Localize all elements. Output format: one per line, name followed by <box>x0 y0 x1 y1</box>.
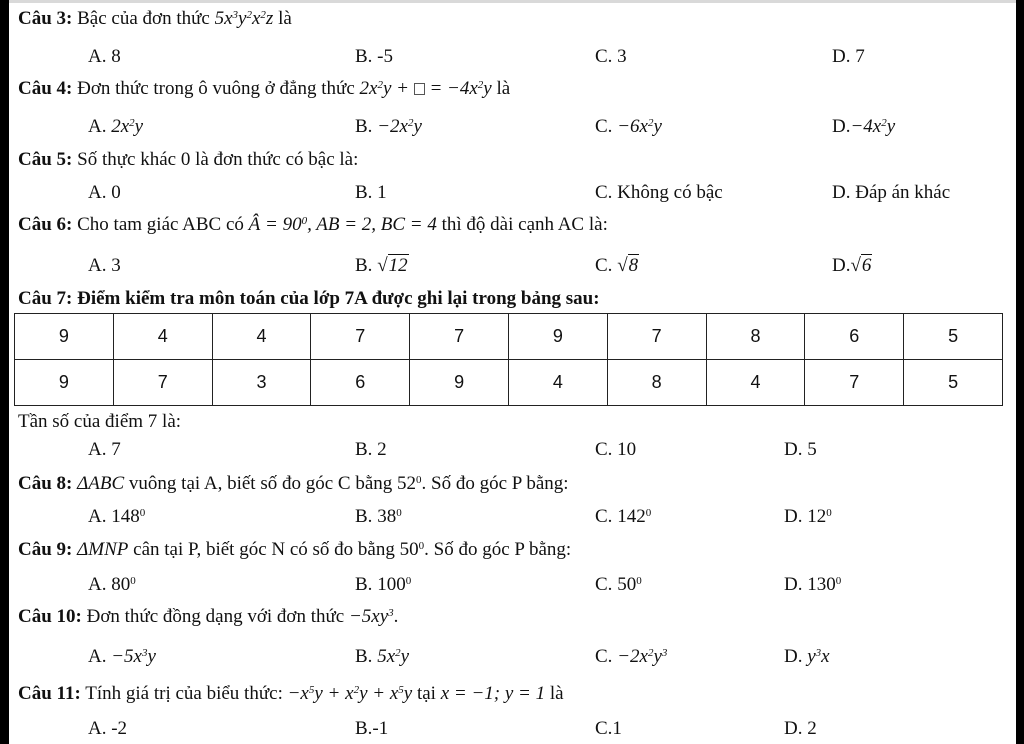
empty-box-icon <box>414 83 425 95</box>
question-9-end: . Số đo góc P bằng: <box>424 539 572 560</box>
question-11-expression: $-x^5y + x^2y + x^5y$ <box>287 683 413 704</box>
table-cell: 5 <box>904 360 1003 406</box>
q3-option-a[interactable]: A. 8 <box>88 46 121 67</box>
q9-option-d[interactable]: D. $130^0$ <box>784 574 842 595</box>
question-9-text: cân tại P, biết góc N có số đo bằng <box>133 539 395 560</box>
q4-option-c[interactable]: C. $-6x^2y$ <box>595 116 662 137</box>
question-5 <box>18 149 358 171</box>
q6-option-a[interactable]: A. 3 <box>88 255 121 276</box>
right-frame-border <box>1016 0 1024 744</box>
table-cell: 7 <box>805 360 904 406</box>
question-6 <box>18 214 608 236</box>
q8-option-c[interactable]: C. $142^0$ <box>595 506 652 527</box>
q10-option-a[interactable]: A. $-5x^3y$ <box>88 646 156 667</box>
question-10: Câu 10: Đơn thức đồng dạng với đơn thức $-5xy^3$. <box>18 606 399 627</box>
question-10-label: Câu 10: <box>18 606 82 627</box>
q9-option-c[interactable]: C. $50^0$ <box>595 574 642 595</box>
table-cell: 7 <box>113 360 212 406</box>
table-cell: 6 <box>311 360 410 406</box>
q4-option-d[interactable]: $D.-4x^2y$ <box>832 116 896 137</box>
question-11-text: Tính giá trị của biểu thức: <box>85 683 283 704</box>
q7-option-c[interactable]: C. 10 <box>595 439 637 460</box>
q8-option-d[interactable]: D. $12^0$ <box>784 506 832 527</box>
question-9: Câu 9: ΔMNP cân tại P, biết góc N có số đo bằng $50^0$. Số đo góc P bằng: <box>18 539 572 560</box>
question-3-label: Câu 3: <box>18 8 73 29</box>
q9-option-a[interactable]: A. $80^0$ <box>88 574 136 595</box>
q10-option-d[interactable]: D. $y^3x$ <box>784 646 830 667</box>
q7-option-a[interactable]: A. 7 <box>88 439 121 460</box>
question-4 <box>18 78 510 100</box>
question-7-options <box>14 439 1009 463</box>
question-4-options <box>14 116 1009 140</box>
question-8-options <box>14 506 1009 530</box>
q9-option-b[interactable]: B. $100^0$ <box>355 574 412 595</box>
table-cell: 6 <box>805 314 904 360</box>
question-8-text: vuông tại A, biết số đo góc C bằng <box>128 473 393 494</box>
question-7-followup <box>18 411 181 433</box>
triangle-mnp: ΔMNP <box>77 539 129 560</box>
question-6-end: thì độ dài cạnh AC là: <box>441 214 608 235</box>
question-3-options <box>14 46 1009 70</box>
question-10-options <box>14 646 1009 670</box>
table-cell: 9 <box>410 360 509 406</box>
table-cell: 7 <box>410 314 509 360</box>
sqrt-symbol: √12 <box>377 255 408 276</box>
question-4-label: Câu 4: <box>18 78 73 99</box>
question-11-label: Câu 11: <box>18 683 81 704</box>
table-cell: 8 <box>607 360 706 406</box>
question-11-options <box>14 718 1009 742</box>
q5-option-b[interactable]: B. 1 <box>355 182 387 203</box>
question-9-label: Câu 9: <box>18 539 73 560</box>
question-3-expression: $5x^3y^2x^2z$ <box>214 8 274 29</box>
table-cell: 4 <box>113 314 212 360</box>
q11-option-c[interactable]: C.1 <box>595 718 622 739</box>
q5-option-c[interactable]: C. Không có bậc <box>595 182 723 203</box>
exam-page <box>14 0 1009 744</box>
question-9-options <box>14 574 1009 598</box>
table-cell: 4 <box>212 314 311 360</box>
question-6-options <box>14 255 1009 279</box>
table-cell: 8 <box>706 314 805 360</box>
q3-option-d[interactable]: D. 7 <box>832 46 865 67</box>
question-6-condition: Â = $90^0$, AB = 2, BC = 4 <box>248 214 437 235</box>
q11-option-b[interactable]: B.-1 <box>355 718 389 739</box>
q7-option-d[interactable]: D. 5 <box>784 439 817 460</box>
question-11-at: tại <box>416 683 436 704</box>
q7-option-b[interactable]: B. 2 <box>355 439 387 460</box>
table-row <box>15 360 1003 406</box>
q3-option-b[interactable]: B. -5 <box>355 46 393 67</box>
question-4-equation: $2x^2y$ + = $-4x^2y$ <box>359 78 492 99</box>
q4-option-a[interactable]: A. $2x^2y$ <box>88 116 144 137</box>
question-3 <box>18 8 292 30</box>
q10-option-c[interactable]: C. $-2x^2y^3$ <box>595 646 668 667</box>
table-cell: 9 <box>508 314 607 360</box>
question-4-end: là <box>496 78 511 99</box>
table-cell: 7 <box>607 314 706 360</box>
question-11 <box>18 683 564 705</box>
q6-option-c[interactable]: C. √8 <box>595 255 639 276</box>
score-table <box>14 313 1003 406</box>
q4-option-b[interactable]: B. $-2x^2y$ <box>355 116 422 137</box>
question-8: Câu 8: ΔABC vuông tại A, biết số đo góc C bằng $52^0$. Số đo góc P bằng: <box>18 473 569 494</box>
q6-option-b[interactable]: B. √12 <box>355 255 408 276</box>
table-cell: 4 <box>508 360 607 406</box>
q5-option-a[interactable]: A. 0 <box>88 182 121 203</box>
table-cell: 9 <box>15 360 114 406</box>
question-8-end: . Số đo góc P bằng: <box>421 473 569 494</box>
q3-option-c[interactable]: C. 3 <box>595 46 627 67</box>
question-7 <box>18 288 600 310</box>
question-7-text: Điểm kiểm tra môn toán của lớp 7A được ghi lại trong bảng sau: <box>77 288 600 309</box>
question-7-followup-text: Tần số của điểm 7 là: <box>18 411 182 432</box>
question-11-end: là <box>549 683 564 704</box>
question-7-label: Câu 7: <box>18 288 73 309</box>
q10-option-b[interactable]: B. $5x^2y$ <box>355 646 410 667</box>
q8-option-a[interactable]: A. $148^0$ <box>88 506 146 527</box>
q11-option-a[interactable]: A. -2 <box>88 718 128 739</box>
table-cell: 9 <box>15 314 114 360</box>
question-3-text: Bậc của đơn thức <box>77 8 210 29</box>
table-cell: 5 <box>904 314 1003 360</box>
q8-option-b[interactable]: B. $38^0$ <box>355 506 402 527</box>
sqrt-symbol: √8 <box>617 255 639 276</box>
question-5-text: Số thực khác 0 là đơn thức có bậc là: <box>77 149 359 170</box>
question-3-end: là <box>278 8 292 29</box>
sqrt-symbol: √6 <box>850 255 872 276</box>
question-6-text: Cho tam giác ABC có <box>77 214 244 235</box>
q5-option-d[interactable]: D. Đáp án khác <box>832 182 951 203</box>
question-8-label: Câu 8: <box>18 473 73 494</box>
q11-option-d[interactable]: D. 2 <box>784 718 817 739</box>
question-5-options <box>14 182 1009 206</box>
table-cell: 4 <box>706 360 805 406</box>
question-6-label: Câu 6: <box>18 214 73 235</box>
question-5-label: Câu 5: <box>18 149 73 170</box>
question-10-text: Đơn thức đồng dạng với đơn thức <box>86 606 345 627</box>
question-11-condition: x = −1; y = 1 <box>440 683 546 704</box>
left-frame-border <box>0 0 9 744</box>
table-cell: 3 <box>212 360 311 406</box>
triangle-abc: ΔABC <box>77 473 125 494</box>
question-4-text: Đơn thức trong ô vuông ở đẳng thức <box>77 78 355 99</box>
question-10-end: . <box>393 606 399 627</box>
table-row <box>15 314 1003 360</box>
table-cell: 7 <box>311 314 410 360</box>
q6-option-d[interactable]: D.√6 <box>832 255 872 276</box>
